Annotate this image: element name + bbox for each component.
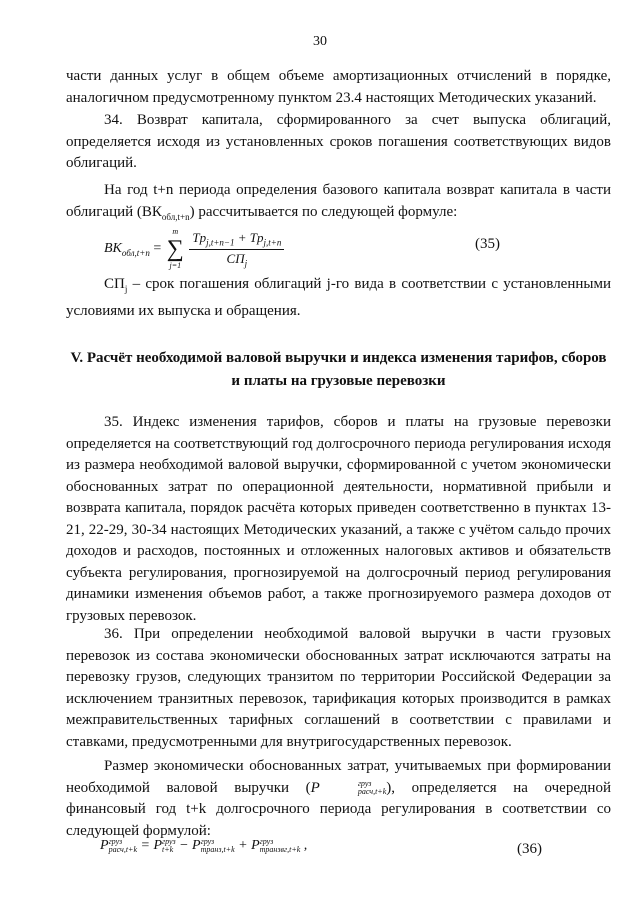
formula-superscript: груз xyxy=(162,837,176,846)
numerator-subscript: j,t+n−1 xyxy=(206,237,235,248)
fraction-denominator xyxy=(189,250,284,269)
paragraph-36-formula-intro xyxy=(66,756,611,842)
section-heading: V. Расчёт необходимой валовой выручки и индекса изменения тарифов, сборов и платы на грузовые перевозки xyxy=(70,350,607,389)
paragraph-35: 35. Индекс изменения тарифов, сборов и платы на грузовые перевозки определяется на соответствующий год долгосрочного периода регулирования исходя из размера необходимой валовой выручки, сформированной с учетом экономически обоснованных затрат по операционной деятельности, нормативной прибыли и возврата капитала, порядок расчёта которых приведен соответственно в пунктах 13-21, 22-29, 30-34 настоящих Методических указаний, а также с учётом сальдо прочих доходов и расходов, постоянных и отложенных налоговых активов и обязательств субъекта регулирования, прогнозируемой на долгосрочный период регулирования динамики изменения объемов работ, а также прогнозируемого размера доходов от грузовых перевозок. xyxy=(66,414,611,624)
sum-upper-limit: m xyxy=(172,227,179,236)
sum-lower-limit: j=1 xyxy=(169,261,182,270)
inline-symbol-subscript: расч,t+k xyxy=(357,787,387,797)
numerator-term: Tp xyxy=(192,229,207,245)
formula-subscript: транз,t+k xyxy=(200,845,235,854)
formula-36-number: (36) xyxy=(517,841,542,857)
text-segment: – срок погашения облигаций j-го вида в соответствии с установленными условиями их выпуска и обращения. xyxy=(66,276,611,319)
formula-term-indices xyxy=(162,838,176,854)
inline-symbol-indices xyxy=(320,780,386,796)
sigma-glyph: ∑ xyxy=(166,236,184,262)
formula-term-indices xyxy=(201,838,235,854)
formula-lhs: BK xyxy=(104,241,122,257)
numerator-term: + Tp xyxy=(234,229,264,245)
page-number: 30 xyxy=(313,34,327,49)
formula-subscript: t+k xyxy=(162,845,174,854)
formula-superscript: груз xyxy=(108,837,123,846)
text-segment: На год t+n периода определения базового капитала возврат капитала в части облигаций (ВК xyxy=(66,182,611,220)
formula-lhs: P xyxy=(100,838,109,854)
denominator-subscript: j xyxy=(244,258,248,269)
inline-symbol-letter: P xyxy=(310,779,320,796)
inline-symbol-superscript: груз xyxy=(357,779,372,789)
formula-35 xyxy=(104,226,284,272)
paragraph-continuation: части данных услуг в общем объеме амортизационных отчислений в порядке, аналогичном предусмотренному пунктом 23.4 настоящих Методических указаний. xyxy=(66,68,611,106)
formula-superscript: груз xyxy=(200,837,215,846)
paragraph-34-formula-intro xyxy=(66,180,611,228)
denominator-term: СП xyxy=(226,250,245,266)
fraction-numerator xyxy=(189,230,284,250)
text-segment: СП xyxy=(104,276,125,292)
paragraph-36: 36. При определении необходимой валовой выручки в части грузовых перевозок из состава экономически обоснованных затрат исключаются затраты на перевозку грузов, следующих транзитом по территории Российской Федерации за исключением транзитных перевозок, тарификация которых производится в рамках межправительственных тарифных соглашений в соответствии с правилами и ставками, предусмотренными для внутригосударственных перевозок. xyxy=(66,626,611,750)
formula-lhs-subscript: обл,t+n xyxy=(121,248,150,259)
formula-superscript: груз xyxy=(259,837,274,846)
text-segment: Размер экономически обоснованных затрат, учитываемых при формировании необходимой валовой выручки ( xyxy=(66,758,611,796)
formula-term: + P xyxy=(234,838,260,854)
formula-term: − P xyxy=(175,838,201,854)
formula-subscript: транзвг,t+k xyxy=(259,845,301,854)
formula-subscript: расч,t+k xyxy=(108,845,137,854)
formula-35-number: (35) xyxy=(475,236,500,252)
text-segment: ), определяется на очередной финансовый год t+k долгосрочного периода регулирования в соответствии со следующей формулой: xyxy=(66,779,611,839)
formula-equals: = xyxy=(149,241,165,257)
formula-36 xyxy=(100,838,307,854)
inline-symbol xyxy=(311,780,387,796)
numerator-subscript: j,t+n xyxy=(263,237,282,248)
formula-term: = P xyxy=(137,838,162,854)
formula-fraction xyxy=(189,230,284,268)
formula-lhs-indices xyxy=(109,838,137,854)
paragraph-34: 34. Возврат капитала, сформированного за счет выпуска облигаций, определяется исходя из установленных сроков погашения соответствующих видов облигаций. xyxy=(66,112,611,171)
text-subscript: j xyxy=(124,284,128,294)
formula-tail: , xyxy=(300,838,308,854)
formula-term-indices xyxy=(260,838,301,854)
text-subscript: обл,t+n xyxy=(161,211,190,222)
text-segment: ) рассчитывается по следующей формуле: xyxy=(189,203,458,220)
summation-symbol xyxy=(167,226,184,272)
paragraph-definition xyxy=(66,274,611,322)
